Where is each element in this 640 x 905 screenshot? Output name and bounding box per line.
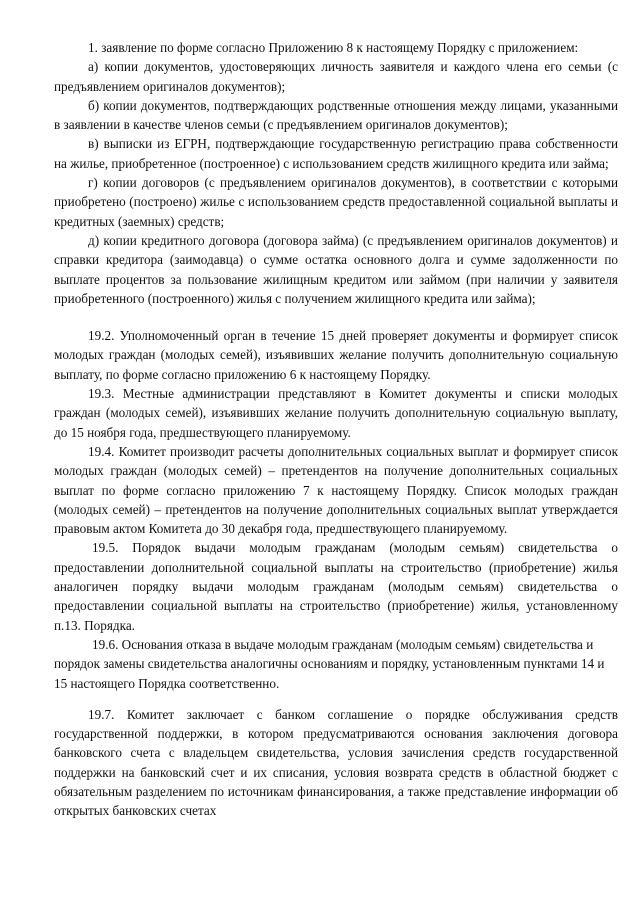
paragraph-19-5: 19.5. Порядок выдачи молодым гражданам (молодым семьям) свидетельства о предоставлении дополнительной социальной выплаты на строительство (приобретение) жилья аналогичен порядку выдачи молодым гражданам (молодым семьям) свидетельства о предоставлении социальной выплаты на строительство (приобретение) жилья, установленному п.13. Порядка.: [54, 540, 618, 633]
paragraph-19-2: 19.2. Уполномоченный орган в течение 15 дней проверяет документы и формирует список молодых граждан (молодых семей), изъявивших желание получить дополнительную социальную выплату, по форме согласно приложению 6 к настоящему Порядку.: [54, 328, 618, 382]
paragraph-19-4: 19.4. Комитет производит расчеты дополнительных социальных выплат и формирует список молодых граждан (молодых семей) – претендентов на получение дополнительных социальных выплат по форме согласно приложению 7 к настоящему Порядку. Список молодых граждан (молодых семей) – претендентов на получение дополнительных социальных выплат утверждается правовым актом Комитета до 30 декабря года, предшествующего планируемому.: [54, 443, 618, 537]
item-1-v: в) выписки из ЕГРН, подтверждающие государственную регистрацию права собственности на жилье, приобретенное (построенное) с использованием средств жилищного кредита или займа;: [54, 136, 618, 171]
item-1-a: а) копии документов, удостоверяющих личность заявителя и каждого члена его семьи (с предъявлением оригиналов документов);: [54, 59, 618, 94]
item-1-intro: 1. заявление по форме согласно Приложению 8 к настоящему Порядку с приложением:: [88, 40, 579, 55]
item-1-g: г) копии договоров (с предъявлением оригиналов документов), в соответствии с которыми приобретено (построено) жилье с использованием средств предоставленной социальной выплаты и кредитных (заемных) средств;: [54, 175, 618, 229]
paragraph-gap: [54, 693, 618, 705]
paragraph-19-7: 19.7. Комитет заключает с банком соглашение о порядке обслуживания средств государственной поддержки, в котором предусматриваются основания заключения договора банковского счета с владельцем свидетельства, условия зачисления средств государственной поддержки на банковский счет и их списания, условия возврата средств в областной бюджет с обязательным разделением по источникам финансирования, а также представление информации об открытых банковских счетах: [54, 706, 618, 819]
item-1-b: б) копии документов, подтверждающих родственные отношения между лицами, указанными в заявлении в качестве членов семьи (с предъявлением оригиналов документов);: [54, 97, 618, 133]
item-1-d: д) копии кредитного договора (договора займа) (с предъявлением оригиналов документов) и справки кредитора (заимодавца) о сумме остатка основного долга и сумме задолженности по выплате процентов за пользование жилищным кредитом или займом (при наличии у заявителя приобретенного (построенного) жилья с получением жилищного кредита или займа);: [54, 232, 618, 306]
paragraph-19-6: 19.6. Основания отказа в выдаче молодым гражданам (молодым семьям) свидетельства и порядок замены свидетельства аналогичны основаниям и порядку, установленным пунктами 14 и 15 настоящего Порядка соответственно.: [54, 636, 605, 691]
paragraph-gap: [54, 308, 618, 326]
paragraph-19-3: 19.3. Местные администрации представляют в Комитет документы и списки молодых граждан (молодых семей), изъявивших желание получить дополнительную социальную выплату, до 15 ноября года, предшествующего планируемому.: [54, 386, 618, 440]
